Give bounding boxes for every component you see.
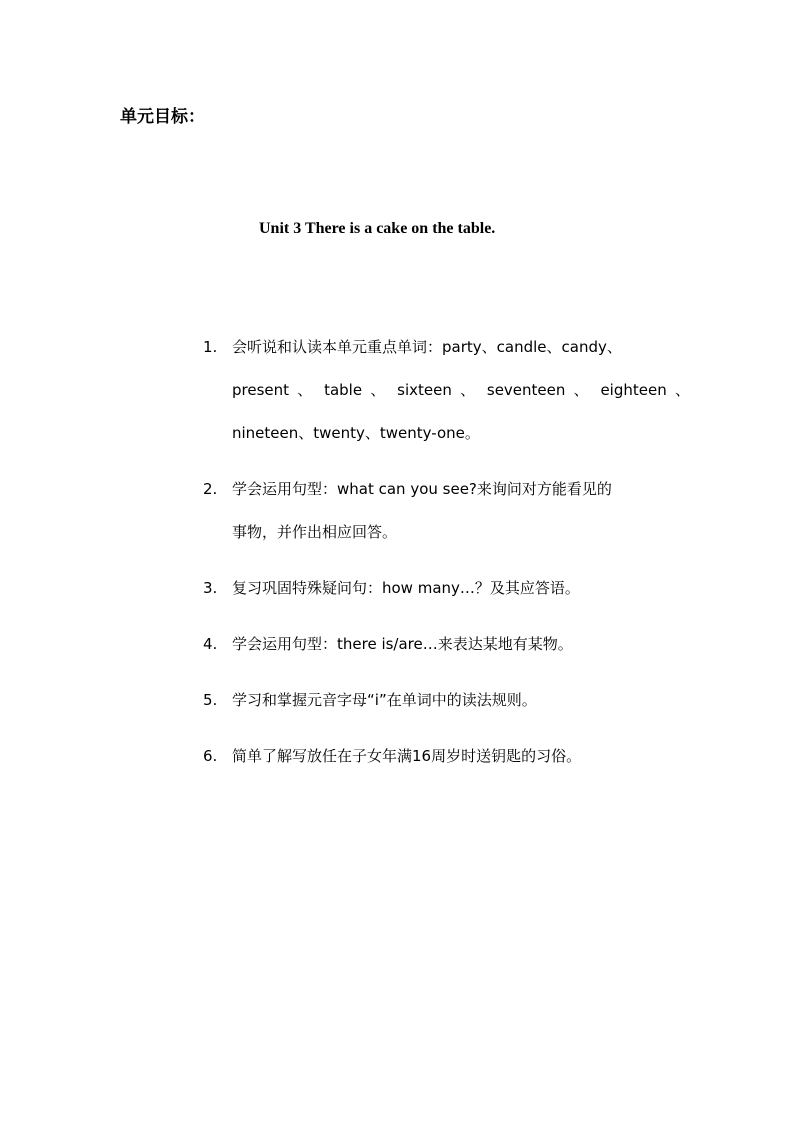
goal-line: 事物，并作出相应回答。: [232, 523, 398, 541]
goal-line: 复习巩固特殊疑问句：how many…？及其应答语。: [232, 579, 580, 597]
goal-number: 1.: [203, 338, 218, 356]
goal-line: 学会运用句型：there is/are…来表达某地有某物。: [232, 635, 573, 653]
goal-text: [232, 326, 690, 455]
goal-text: [232, 468, 693, 554]
goal-number: 4.: [203, 635, 218, 653]
goal-line: 学习和掌握元音字母“i”在单词中的读法规则。: [232, 691, 537, 709]
goal-text: [232, 567, 693, 610]
goal-line: 学会运用句型：what can you see?来询问对方能看见的: [232, 480, 612, 498]
goal-item-4: [203, 623, 693, 666]
goal-item-3: [203, 567, 693, 610]
goal-item-1: [203, 326, 693, 455]
goal-number: 2.: [203, 480, 218, 498]
goal-number: 6.: [203, 747, 218, 765]
goal-line: present 、 table 、 sixteen 、 seventeen 、 eighteen 、: [232, 381, 690, 399]
goal-number: 3.: [203, 579, 218, 597]
goal-line: 简单了解写放任在子女年满16周岁时送钥匙的习俗。: [232, 747, 582, 765]
goal-text: [232, 735, 693, 778]
goal-line: nineteen、twenty、twenty-one。: [232, 424, 480, 442]
goal-item-5: [203, 679, 693, 722]
goal-text: [232, 679, 693, 722]
goal-item-2: [203, 468, 693, 554]
goal-text: [232, 623, 693, 666]
goal-item-6: [203, 735, 693, 778]
goal-number: 5.: [203, 691, 218, 709]
goals-list: [203, 326, 693, 791]
unit-title: Unit 3 There is a cake on the table.: [259, 220, 496, 237]
goal-line: 会听说和认读本单元重点单词：party、candle、candy、: [232, 338, 622, 356]
section-heading: 单元目标：: [120, 107, 205, 127]
